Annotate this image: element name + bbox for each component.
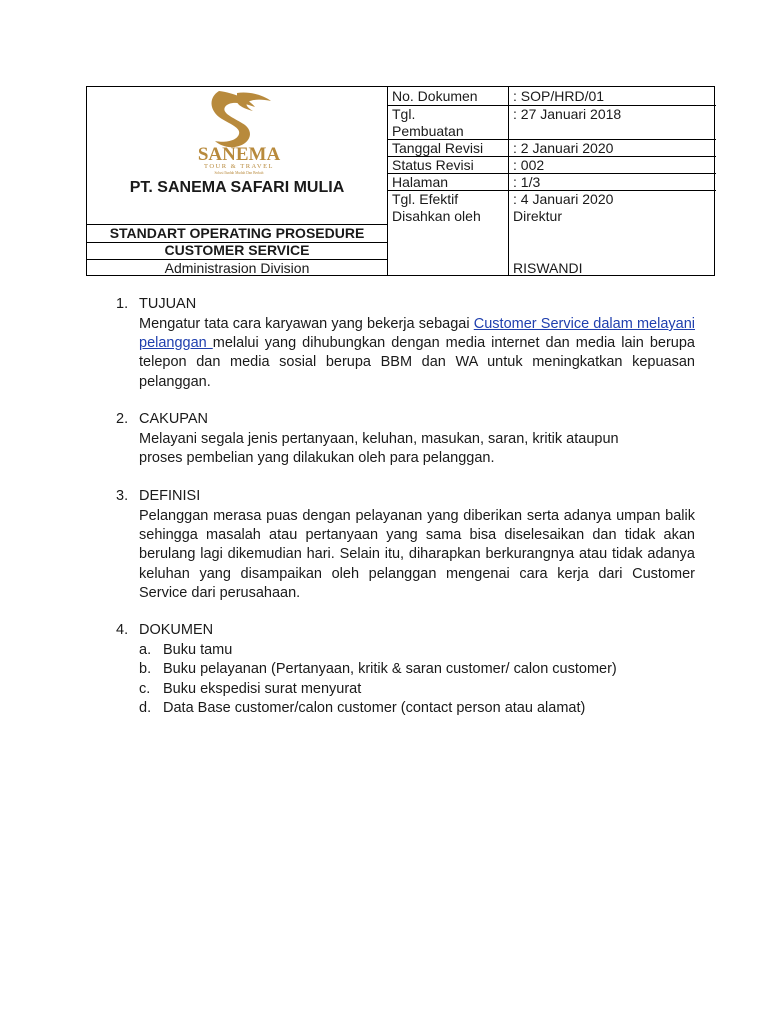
list-marker: a. (139, 642, 152, 658)
revision-status-label: Status Revisi (392, 157, 474, 173)
company-logo (179, 87, 299, 177)
doc-number-value: : SOP/HRD/01 (513, 88, 605, 104)
logo-tagline-text: Solusi Ibadah Mudah Dan Berkah (214, 171, 264, 175)
section-number: 4. (116, 622, 129, 638)
section-number: 2. (116, 411, 129, 427)
section-title-definisi: DEFINISI (139, 488, 201, 504)
page-label: Halaman (392, 174, 449, 190)
list-marker: c. (139, 681, 151, 697)
doc-number-label: No. Dokumen (392, 88, 478, 104)
tujuan-text-part1: Mengatur tata cara karyawan yang bekerja sebagai (139, 316, 474, 332)
section-text-cakupan-line2: proses pembelian yang dilakukan oleh para pelanggan. (139, 450, 495, 466)
company-name: PT. SANEMA SAFARI MULIA (129, 179, 345, 196)
division-label: Administrasion Division (164, 260, 310, 276)
section-text-cakupan-line1: Melayani segala jenis pertanyaan, keluhan, masukan, saran, kritik ataupun (139, 431, 619, 447)
page-value: : 1/3 (513, 174, 541, 190)
created-date-label-2: Pembuatan (392, 123, 464, 139)
created-date-label: Tgl. (392, 106, 416, 122)
approver-name: RISWANDI (513, 260, 583, 276)
section-title-tujuan: TUJUAN (139, 296, 197, 312)
sop-title-line2: CUSTOMER SERVICE (164, 242, 310, 258)
effective-date-value: : 4 Januari 2020 (513, 191, 614, 207)
section-title-cakupan: CAKUPAN (139, 411, 209, 427)
approved-by-label: Disahkan oleh (392, 208, 481, 224)
logo-brand-text: SANEMA (197, 144, 281, 165)
revision-date-label: Tanggal Revisi (392, 140, 484, 156)
revision-date-value: : 2 Januari 2020 (513, 140, 614, 156)
sanema-logo-icon (179, 87, 299, 177)
table-divider (508, 87, 509, 275)
approver-title: Direktur (513, 208, 563, 224)
section-number: 1. (116, 296, 129, 312)
created-date-value: : 27 Januari 2018 (513, 106, 622, 122)
sop-title-line1: STANDART OPERATING PROSEDURE (109, 225, 365, 241)
list-marker: d. (139, 700, 152, 716)
tujuan-text-part2: melalui yang dihubungkan dengan media internet dan media lain berupa telepon dan media sosial berupa BBM dan WA untuk meningkatkan kepuasan pelanggan. (139, 335, 695, 390)
section-text-tujuan (139, 315, 695, 392)
list-marker: b. (139, 661, 152, 677)
list-item: Buku ekspedisi surat menyurat (163, 681, 362, 697)
logo-sub-text: TOUR & TRAVEL (203, 163, 275, 170)
list-item: Buku pelayanan (Pertanyaan, kritik & saran customer/ calon customer) (163, 661, 617, 677)
customer-service-link[interactable]: Customer Service dalam melayani pelanggan (139, 316, 696, 352)
table-divider (387, 87, 388, 275)
list-item: Data Base customer/calon customer (contact person atau alamat) (163, 700, 586, 716)
section-title-dokumen: DOKUMEN (139, 622, 214, 638)
effective-date-label: Tgl. Efektif (392, 191, 459, 207)
section-number: 3. (116, 488, 129, 504)
list-item: Buku tamu (163, 642, 233, 658)
revision-status-value: : 002 (513, 157, 545, 173)
document-header-table (86, 86, 715, 276)
section-text-definisi: Pelanggan merasa puas dengan pelayanan yang diberikan serta adanya umpan balik sehingga masalah atau pertanyaan yang sama bisa diselesaikan dan tidak akan berulang lagi dikemudian hari. Selain itu, diharapkan berkurangnya atau tidak adanya keluhan yang disampaikan oleh pelanggan mengenai cara kerja dari Customer Service dari perusahaan. (139, 508, 695, 601)
